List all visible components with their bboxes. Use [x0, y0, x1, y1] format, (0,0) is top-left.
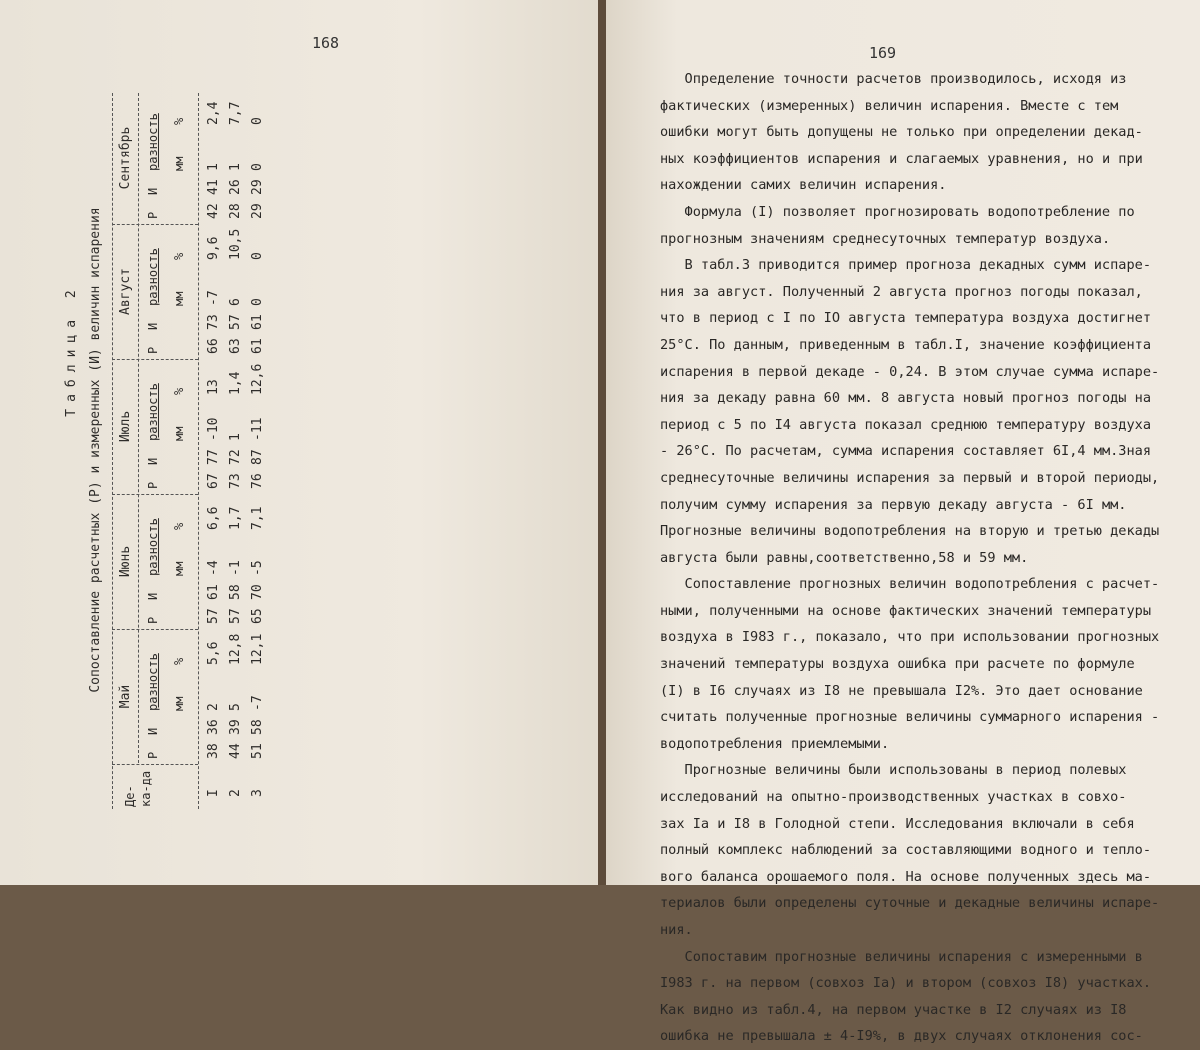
table-cell: 61	[206, 584, 221, 600]
sub-p: Р	[146, 481, 160, 489]
table-cell: 36	[206, 719, 221, 735]
text-line: период с 5 по I4 августа показал среднюю температуру воздуха	[660, 416, 1152, 433]
table-cell: 1	[206, 163, 221, 171]
table-cell: 12,6	[250, 363, 265, 395]
table-cell: 1,4	[228, 371, 243, 395]
text-line: Сопоставление прогнозных величин водопотребления с расчет-	[684, 576, 1160, 593]
text-line: зах Iа и I8 в Голодной степи. Исследования включали в себя	[660, 815, 1135, 832]
sub-diff: разность	[146, 248, 160, 306]
paragraph	[660, 252, 1180, 571]
text-line: ными, полученными на основе фактических значений температуры	[660, 602, 1152, 619]
text-line: 25°С. По данным, приведенным в табл.I, значение коэффициента	[660, 336, 1152, 353]
table-cell: 70	[250, 584, 265, 600]
text-line: прогнозным значениям среднесуточных температур воздуха.	[660, 230, 1111, 247]
table-cell: 76	[250, 473, 265, 489]
table-cell: 13	[206, 379, 221, 395]
table-cell: 2,4	[206, 101, 221, 125]
text-line: исследований на опытно-производственных участках в совхо-	[660, 789, 1127, 806]
table-cell: 10,5	[228, 228, 243, 260]
table-cell: 26	[228, 179, 243, 195]
row-dekada: I	[206, 789, 221, 797]
table-cell: 63	[228, 338, 243, 354]
text-line: I983 г. на первом (совхоз Iа) и втором (совхоз I8) участках.	[660, 975, 1152, 992]
table-cell: 57	[228, 608, 243, 624]
sub-pct: %	[172, 117, 186, 125]
right-page	[606, 0, 1200, 1045]
table-cell: 2	[206, 703, 221, 711]
table-cell: 51	[250, 743, 265, 759]
text-line: Формула (I) позволяет прогнозировать водопотребление по	[684, 203, 1135, 220]
sub-p: Р	[146, 616, 160, 624]
sub-mm: мм	[172, 561, 186, 576]
sub-i: И	[146, 457, 160, 465]
page-number-left: 168	[312, 34, 340, 52]
text-line: что в период с I по IO августа температура воздуха достигнет	[660, 310, 1152, 327]
text-line: считать полученные прогнозные величины суммарного испарения -	[660, 709, 1160, 726]
table-cell: 65	[250, 608, 265, 624]
table-cell: 1	[228, 433, 243, 441]
table-cell: 42	[206, 203, 221, 219]
sub-diff: разность	[146, 518, 160, 576]
row-dekada: 2	[228, 789, 243, 797]
table-cell: 0	[250, 117, 265, 125]
sub-i: И	[146, 187, 160, 195]
table-cell: 87	[250, 449, 265, 465]
table-cell: 0	[250, 252, 265, 260]
table-cell: 58	[250, 719, 265, 735]
text-line: Прогнозные величины водопотребления на вторую и третью декады	[660, 523, 1160, 540]
table-cell: -5	[250, 560, 265, 576]
sub-mm: мм	[172, 696, 186, 711]
table-cell: 67	[206, 473, 221, 489]
table-cell: 5,6	[206, 641, 221, 665]
table-cell: 1	[228, 163, 243, 171]
text-line: среднесуточные величины испарения за первый и второй периоды,	[660, 469, 1160, 486]
paragraph	[660, 199, 1180, 252]
table-cell: -1	[228, 560, 243, 576]
text-line: Сопоставим прогнозные величины испарения с измеренными в	[684, 948, 1143, 965]
table-cell: -7	[250, 695, 265, 711]
table-cell: 77	[206, 449, 221, 465]
month-june: Июнь	[118, 545, 133, 578]
sub-pct: %	[172, 252, 186, 260]
table-cell: 1,7	[228, 506, 243, 530]
table-cell: 39	[228, 719, 243, 735]
table-cell: 0	[250, 298, 265, 306]
table-cell: 61	[250, 338, 265, 354]
text-line: нахождении самих величин испарения.	[660, 177, 947, 194]
month-august: Август	[118, 268, 133, 315]
table-cell: 44	[228, 743, 243, 759]
text-line: ния за август. Полученный 2 августа прогноз погоды показал,	[660, 283, 1143, 300]
paragraph	[660, 66, 1180, 199]
table-cell: 29	[250, 203, 265, 219]
sub-diff: разность	[146, 113, 160, 171]
text-line: получим сумму испарения за первую декаду августа - 6I мм.	[660, 496, 1127, 513]
text-line: ных коэффициентов испарения и слагаемых уравнения, но и при	[660, 150, 1143, 167]
sub-p: Р	[146, 751, 160, 759]
month-july: Июль	[118, 410, 133, 443]
text-line: Прогнозные величины были использованы в период полевых	[684, 762, 1127, 779]
column-divider	[112, 764, 198, 765]
table-cell: -7	[206, 290, 221, 306]
table-cell: 6	[228, 298, 243, 306]
left-page	[0, 0, 598, 885]
page-number-right: 169	[869, 44, 897, 62]
text-line: значений температуры воздуха ошибка при расчете по формуле	[660, 656, 1135, 673]
text-line: териалов были определены суточные и декадные величины испаре-	[660, 895, 1160, 912]
sub-diff: разность	[146, 653, 160, 711]
text-line: - 26°С. По расчетам, сумма испарения составляет 6I,4 мм.Зная	[660, 443, 1152, 460]
table-cell: -4	[206, 560, 221, 576]
table-cell: 12,8	[228, 633, 243, 665]
sub-mm: мм	[172, 156, 186, 171]
text-line: фактических (измеренных) величин испарения. Вместе с тем	[660, 97, 1119, 114]
text-line: ошибка не превышала ± 4-I9%, в двух случаях отклонения сос-	[660, 1028, 1143, 1045]
text-line: В табл.3 приводится пример прогноза декадных сумм испаре-	[684, 257, 1152, 274]
body-text	[660, 66, 1180, 1050]
sub-pct: %	[172, 657, 186, 665]
month-september: Сентябрь	[118, 126, 133, 190]
sub-p: Р	[146, 346, 160, 354]
paragraph	[660, 757, 1180, 943]
table-cell: 0	[250, 163, 265, 171]
text-line: ошибки могут быть допущены не только при определении декад-	[660, 124, 1143, 141]
table-cell: 28	[228, 203, 243, 219]
text-line: ния за декаду равна 60 мм. 8 августа новый прогноз погоды на	[660, 390, 1152, 407]
table-cell: 66	[206, 338, 221, 354]
table-cell: 12,1	[250, 633, 265, 665]
paragraph	[660, 944, 1180, 1050]
month-may: Май	[118, 684, 133, 709]
table-cell: 29	[250, 179, 265, 195]
text-line: августа были равны,соответственно,58 и 59 мм.	[660, 549, 1029, 566]
sub-p: Р	[146, 211, 160, 219]
table-cell: 73	[206, 314, 221, 330]
table-cell: 57	[206, 608, 221, 624]
text-line: (I) в I6 случаях из I8 не превышала I2%. Это дает основание	[660, 682, 1143, 699]
table-cell: 57	[228, 314, 243, 330]
sub-i: И	[146, 592, 160, 600]
table-header-rule	[198, 93, 199, 809]
sub-i: И	[146, 727, 160, 735]
table-cell: -10	[206, 417, 221, 441]
dekada-header: Де-ка-да	[123, 770, 153, 807]
text-line: водопотребления приемлемыми.	[660, 735, 890, 752]
paragraph	[660, 571, 1180, 757]
table-cell: -11	[250, 417, 265, 441]
text-line: полный комплекс наблюдений за составляющими водного и тепло-	[660, 842, 1152, 859]
sub-mm: мм	[172, 291, 186, 306]
sub-i: И	[146, 322, 160, 330]
table-cell: 7,1	[250, 506, 265, 530]
text-line: Как видно из табл.4, на первом участке в I2 случаях из I8	[660, 1001, 1127, 1018]
text-line: вого баланса орошаемого поля. На основе полученных здесь ма-	[660, 868, 1152, 885]
sub-diff: разность	[146, 383, 160, 441]
table-cell: 6,6	[206, 506, 221, 530]
table-top-rule	[112, 93, 113, 809]
table-cell: 5	[228, 703, 243, 711]
text-line: Определение точности расчетов производилось, исходя из	[684, 71, 1127, 87]
table-cell: 73	[228, 473, 243, 489]
sub-pct: %	[172, 387, 186, 395]
sub-mm: мм	[172, 426, 186, 441]
table-cell: 61	[250, 314, 265, 330]
table-cell: 58	[228, 584, 243, 600]
table-label: Таблица 2	[64, 283, 79, 417]
text-line: воздуха в I983 г., показало, что при использовании прогнозных	[660, 629, 1160, 646]
table-cell: 38	[206, 743, 221, 759]
row-dekada: 3	[250, 789, 265, 797]
month-sub-rule	[138, 93, 139, 763]
table-cell: 9,6	[206, 236, 221, 260]
text-line: испарения в первой декаде - 0,24. В этом случае сумма испаре-	[660, 363, 1160, 380]
sub-pct: %	[172, 522, 186, 530]
table-cell: 72	[228, 449, 243, 465]
book-gutter	[598, 0, 606, 885]
table-cell: 41	[206, 179, 221, 195]
text-line: ния.	[660, 922, 693, 938]
evaporation-comparison-table	[60, 85, 540, 815]
table-title: Сопоставление расчетных (Р) и измеренных (И) величин испарения	[88, 207, 103, 693]
table-cell: 7,7	[228, 101, 243, 125]
